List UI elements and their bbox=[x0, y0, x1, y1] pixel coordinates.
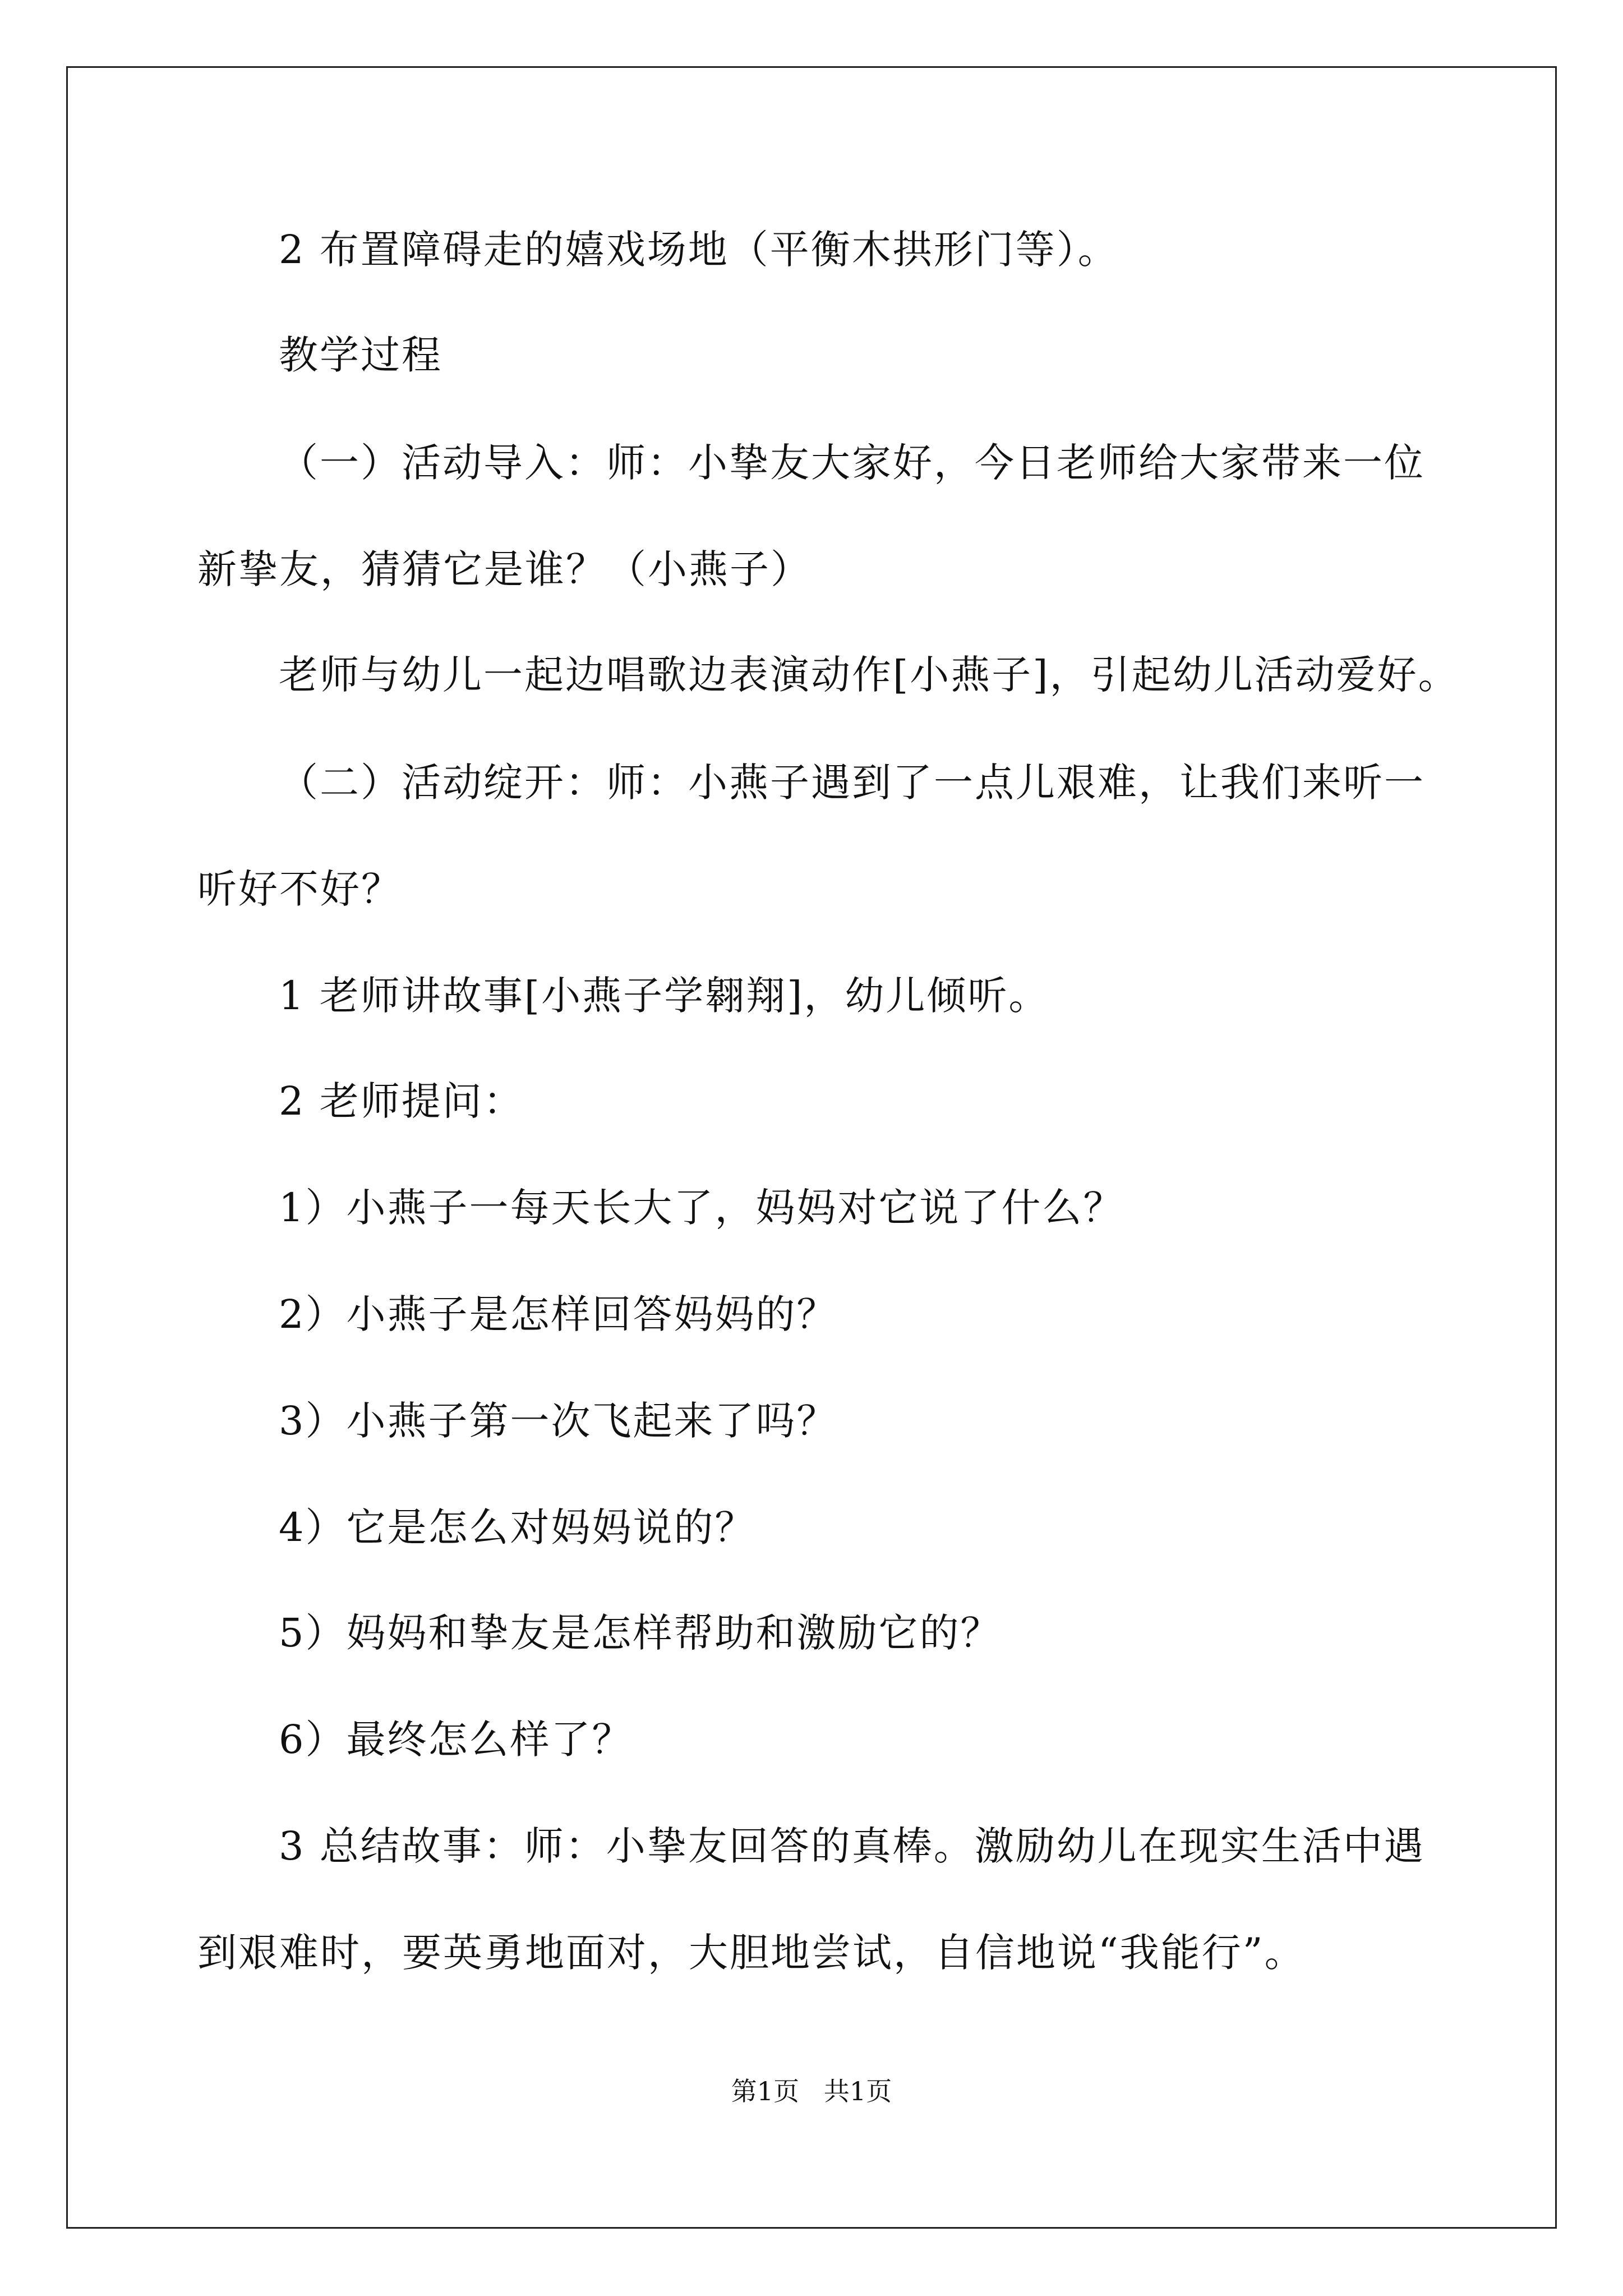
paragraph-line-8: 1 老师讲故事[小燕子学翱翔]，幼儿倾听。 bbox=[279, 973, 1050, 1019]
paragraph-line-3: （一）活动导入：师：小挚友大家好，今日老师给大家带来一位 bbox=[279, 440, 1425, 486]
paragraph-line-4: 新挚友，猜猜它是谁？（小燕子） bbox=[197, 546, 811, 592]
paragraph-line-9: 2 老师提问： bbox=[279, 1078, 524, 1124]
paragraph-line-17: 到艰难时，要英勇地面对，大胆地尝试，自信地说“我能行”。 bbox=[197, 1930, 1306, 1976]
section-heading-teaching-process: 教学过程 bbox=[279, 332, 442, 378]
question-line-2: 2）小燕子是怎样回答妈妈的？ bbox=[279, 1291, 838, 1337]
paragraph-line-5: 老师与幼儿一起边唱歌边表演动作[小燕子]，引起幼儿活动爱好。 bbox=[279, 652, 1459, 698]
paragraph-line-6: （二）活动绽开：师：小燕子遇到了一点儿艰难，让我们来听一 bbox=[279, 760, 1425, 806]
paragraph-line-16: 3 总结故事：师：小挚友回答的真棒。激励幼儿在现实生活中遇 bbox=[279, 1823, 1425, 1869]
question-line-3: 3）小燕子第一次飞起来了吗？ bbox=[279, 1398, 838, 1444]
question-line-6: 6）最终怎么样了？ bbox=[279, 1717, 633, 1763]
question-line-4: 4）它是怎么对妈妈说的？ bbox=[279, 1504, 756, 1550]
paragraph-line-7: 听好不好？ bbox=[197, 866, 402, 912]
paragraph-line-1: 2 布置障碍走的嬉戏场地（平衡木拱形门等）。 bbox=[279, 227, 1119, 273]
question-line-1: 1）小燕子一每天长大了，妈妈对它说了什么？ bbox=[279, 1185, 1124, 1231]
page-footer: 第1页 共1页 bbox=[731, 2076, 892, 2106]
page-border bbox=[66, 66, 1557, 2229]
question-line-5: 5）妈妈和挚友是怎样帮助和激励它的？ bbox=[279, 1610, 1002, 1656]
